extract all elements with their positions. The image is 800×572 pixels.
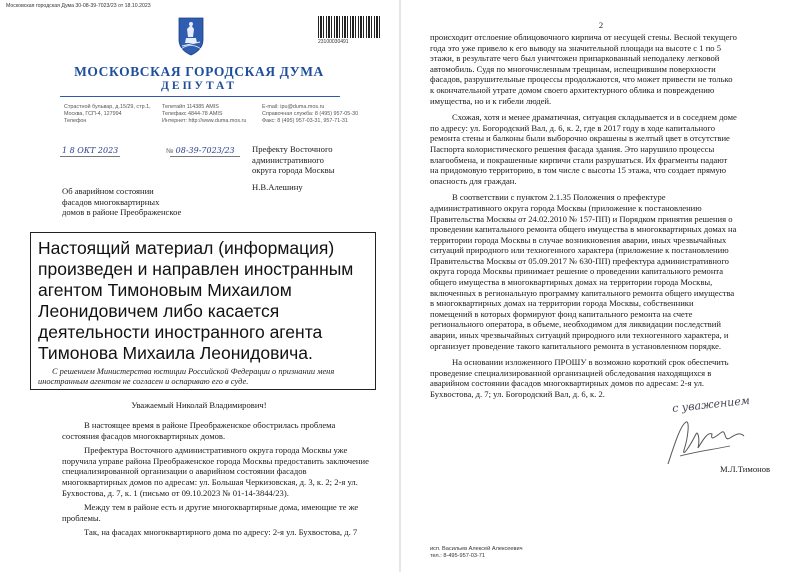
- body-line: опасность для граждан.: [430, 175, 517, 186]
- body-line: Префектура Восточного административного округа города Москвы уже: [84, 445, 348, 456]
- body-line: В настоящее время в районе Преображенское обострилась проблема: [84, 420, 336, 430]
- executor-name: исп. Васильев Алексей Алексеевич: [430, 546, 523, 552]
- body-line: проведение специализированной организацией обследования находящихся в: [430, 367, 712, 378]
- signer-name: М.Л.Тимонов: [720, 464, 771, 474]
- barcode-number: 23100030491: [318, 39, 349, 45]
- moscow-coat-of-arms-icon: [176, 16, 206, 56]
- body-line: фасадов, разрушительные процессы продолжаются, что может привести не только: [430, 74, 733, 85]
- page-number: 2: [598, 20, 604, 30]
- body-line: организует проведение такого капитального ремонта в установленном порядке.: [430, 340, 722, 351]
- date-underline: [60, 156, 120, 157]
- body-line: помещений в которых формируют фонд капитального ремонта на счете: [430, 308, 693, 319]
- body-line: Так, на фасадах многоквартирного дома по адресу: 2-я ул. Бухвостова, д. 7: [84, 527, 358, 538]
- addressee-line: административного: [252, 154, 324, 165]
- number-underline: [170, 156, 240, 157]
- executor-block: [430, 546, 523, 560]
- body-line: ситуаций природного или техногенного характера (приложение к постановлению: [430, 245, 729, 256]
- body-line: этажи, в результате чего был уничтожен припаркованный неподалеку легковой: [430, 53, 720, 64]
- body-line: В соответствии с пунктом 2.1.35 Положения о префектуре: [452, 192, 666, 203]
- contact-line: Справочная служба: 8 (495) 957-05-30: [262, 111, 359, 117]
- signature-greeting: с уважением: [671, 393, 751, 416]
- notice-line: Леонидовичем либо касается: [38, 301, 280, 321]
- body-line: ремонта стены и балконы были выборочно окрашены в желтый цвет в отсутствие: [430, 133, 730, 144]
- body-line: по адресу: ул. Богородский Вал, д. 6, к. 2, где в 2017 году в ходе капитального: [430, 122, 716, 133]
- body-line: проведении капитального ремонта общего имущества в многоквартирных домах на: [430, 224, 737, 235]
- addressee-line: округа города Москвы: [252, 165, 335, 176]
- body-line: многоквартирных домов по адресам: ул. Большая Черкизовская, д. 3, к. 2; 2-я ул.: [62, 476, 358, 487]
- contact-line: Москва, ГСП-4, 127994: [64, 111, 122, 117]
- body-line: на придомовую территорию, в том числе с высоты 15 этажа, что создает прямую: [430, 165, 727, 176]
- body-line: включенных в региональную программу капитального ремонта общего имущества: [430, 287, 735, 298]
- addressee-block: [252, 144, 335, 192]
- contact-line: Факс: 8 (495) 957-03-31, 957-71-31: [262, 118, 348, 124]
- page2-body: [430, 32, 737, 400]
- contacts-column-3: [262, 104, 358, 125]
- body-line: Между тем в районе есть и другие многоквартирные дома, имеющие те же: [84, 502, 359, 513]
- registration-number: 08-39-7023/23: [175, 146, 235, 155]
- notice-line: произведен и направлен иностранным: [38, 259, 354, 279]
- contact-line: Страстной бульвар, д.15/29, стр.1,: [64, 104, 151, 110]
- contacts-column-1: [64, 104, 151, 125]
- notice-disclaimer: С решением Министерства юстиции Российской Федерации о признании меня иностранным агентом не согласен и оспариваю его в суде.: [38, 367, 335, 386]
- contact-line: Интернет: http://www.duma.mos.ru: [162, 118, 247, 124]
- foreign-agent-notice: [30, 232, 376, 390]
- body-line: Паспорта колористического решения фасада здания. Это нарушило процессы: [430, 143, 715, 154]
- body-line: влагообмена, и покрашенные кирпичи стали разрушаться. Их фрагменты падают: [430, 154, 728, 165]
- header-divider: [60, 96, 340, 97]
- body-line: Бухвостова, д. 7, к. 1 (письмо от 09.10.2023 № 01-14-3844/23).: [62, 487, 289, 498]
- addressee-name: Н.В.Алешину: [252, 181, 303, 192]
- executor-phone: тел.: 8-495-957-03-71: [430, 553, 486, 559]
- notice-line: Настоящий материал (информация): [38, 238, 335, 258]
- body-line: территории города Москвы в случае возникновения аварии, иных чрезвычайных: [430, 234, 727, 245]
- subject-line: фасадов многоквартирных: [62, 196, 160, 207]
- registration-number-label: №: [166, 148, 174, 155]
- contact-line: Телефон: [64, 118, 87, 124]
- page1-body: [62, 420, 369, 538]
- document-page-2: [402, 0, 800, 572]
- barcode: [318, 16, 380, 38]
- salutation: Уважаемый Николай Владимирович!: [131, 400, 267, 410]
- contact-line: Телефакс 4844-78 AMIS: [162, 111, 223, 117]
- page-separator: [399, 0, 401, 572]
- body-line: округа города Москвы принимает решение о проведении капитального ремонта: [430, 266, 724, 277]
- body-line: аварии, иных чрезвычайных ситуаций природного или техногенного характера, и: [430, 330, 729, 341]
- body-line: Бухвостова, д. 7; ул. Богородский Вал, д. 6, к. 2.: [430, 389, 605, 399]
- body-line: аварийном состоянии фасадов многоквартирных домов по адресам: 2-я ул.: [430, 378, 705, 389]
- contact-line: E-mail: ipu@duma.mos.ru: [262, 104, 325, 110]
- document-page-1: [0, 0, 398, 572]
- body-line: регионального оператора, в объеме, необходимом для ликвидации последствий: [430, 319, 721, 330]
- subject-block: [62, 186, 181, 218]
- subject-line: домов в районе Преображенское: [62, 207, 182, 218]
- organization-title: МОСКОВСКАЯ ГОРОДСКАЯ ДУМА: [74, 64, 324, 79]
- body-line: поручила управе района Преображенское города Москвы предоставить заключение: [62, 455, 369, 466]
- registration-line: [62, 146, 235, 155]
- top-meta: Московская городская Дума 30-08-39-7023/23 от 18.10.2023: [6, 3, 151, 9]
- body-line: общего имущества в многоквартирных домах на территории города Москвы,: [430, 277, 713, 288]
- notice-line: Тимонова Михаила Леонидовича.: [38, 343, 313, 363]
- body-line: имущества, но и к гибели людей.: [430, 95, 552, 106]
- body-line: На основании изложенного ПРОШУ в возможно короткий срок обеспечить: [452, 357, 729, 368]
- body-line: Правительства Москвы от 05.09.2017 № 630-ПП) префектура административного: [430, 255, 729, 266]
- body-line: Правительства Москвы от 24.02.2010 № 157-ПП) и Порядком принятия решения о: [430, 213, 733, 224]
- contacts-column-2: [162, 104, 246, 125]
- addressee-line: Префекту Восточного: [252, 144, 333, 154]
- body-line: автомобиль. Судя по многочисленным трещинам, испещрившим поверхности: [430, 63, 716, 74]
- body-line: в многоквартирных домах на территории города Москвы, собственники: [430, 298, 694, 309]
- notice-line: агентом Тимоновым Михаилом: [38, 280, 292, 300]
- registration-date: 1 8 ОКТ 2023: [62, 146, 119, 155]
- notice-line: деятельности иностранного агента: [38, 322, 323, 342]
- body-line: специализированной организации о аварийном состоянии фасадов: [62, 466, 307, 477]
- contact-line: Телетайп 114385 AMIS: [162, 104, 219, 110]
- subject-line: Об аварийном состоянии: [62, 186, 154, 196]
- body-line: состояния фасадов многоквартирных домов.: [62, 430, 226, 441]
- organization-subtitle: ДЕПУТАТ: [160, 80, 238, 92]
- body-line: года это уже привело к его выводу на значительной площади на высоте с 1 по 5: [430, 42, 722, 53]
- body-line: к окончательной утрате домом своего архитектурного облика и повреждению: [430, 84, 715, 95]
- body-line: административного округа города Москвы (приложение к постановлению: [430, 202, 702, 213]
- body-line: происходит отслоение облицовочного кирпича от несущей стены. Весной текущего: [430, 32, 737, 42]
- body-line: проблемы.: [62, 512, 101, 523]
- body-line: Схожая, хотя и менее драматичная, ситуация складывается и в соседнем доме: [452, 112, 737, 123]
